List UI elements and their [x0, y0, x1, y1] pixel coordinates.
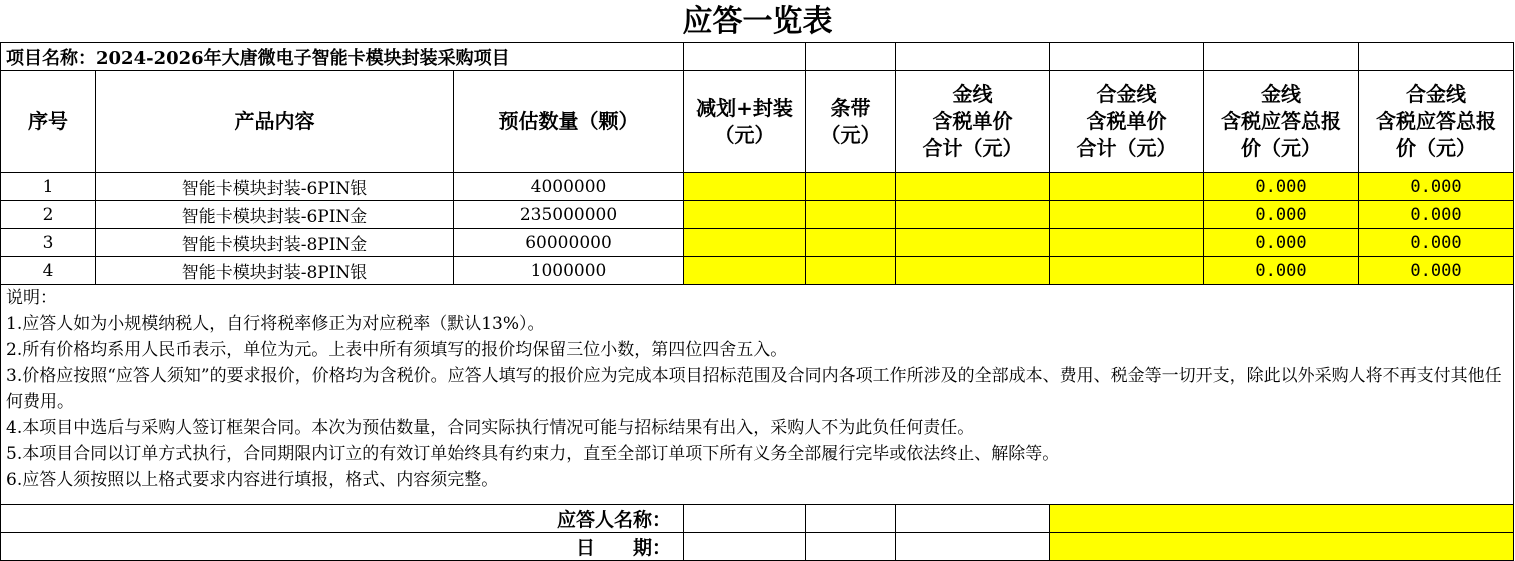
header-gold-unit	[896, 71, 1050, 173]
row-seq: 4	[1, 257, 96, 285]
header-alloy-unit	[1050, 71, 1204, 173]
header-line: 合金线	[1096, 82, 1157, 106]
note-item: 6.应答人须按照以上格式要求内容进行填报，格式、内容须完整。	[6, 470, 499, 490]
row-qty: 1000000	[454, 257, 684, 285]
date-row	[1, 533, 1514, 561]
input-alloy-unit-cell[interactable]	[1050, 257, 1204, 285]
note-item: 1.应答人如为小规模纳税人，自行将税率修正为对应税率（默认13%）。	[6, 314, 545, 334]
header-line: 减划+封装	[696, 95, 793, 120]
input-cut-pack-cell[interactable]	[684, 257, 806, 285]
input-tape-cell[interactable]	[806, 201, 896, 229]
alloy-total-cell[interactable]: 0.000	[1359, 229, 1514, 257]
header-line: 合金线	[1406, 82, 1466, 106]
header-line: 合计（元）	[922, 136, 1023, 160]
header-alloy-total	[1359, 71, 1514, 173]
header-gold-total	[1204, 71, 1359, 173]
empty-cell	[806, 505, 896, 533]
date-label: 日 期：	[1, 533, 684, 561]
row-seq: 3	[1, 229, 96, 257]
page-title: 应答一览表	[682, 4, 833, 39]
notes-block	[1, 285, 1514, 505]
input-tape-cell[interactable]	[806, 173, 896, 201]
header-cut-pack	[684, 71, 806, 173]
table-row	[1, 201, 1514, 229]
table-row	[1, 173, 1514, 201]
row-qty: 4000000	[454, 173, 684, 201]
note-item: 2.所有价格均系用人民币表示，单位为元。上表中所有须填写的报价均保留三位小数，第四位四舍五入。	[6, 340, 788, 360]
input-gold-unit-cell[interactable]	[896, 201, 1050, 229]
respondent-label: 应答人名称：	[1, 505, 684, 533]
empty-cell	[806, 43, 896, 71]
header-qty: 预估数量（颗）	[454, 71, 684, 173]
input-alloy-unit-cell[interactable]	[1050, 229, 1204, 257]
header-tape	[806, 71, 896, 173]
input-gold-unit-cell[interactable]	[896, 173, 1050, 201]
input-cut-pack-cell[interactable]	[684, 229, 806, 257]
response-table	[0, 42, 1514, 561]
respondent-name-input[interactable]	[1050, 505, 1514, 533]
input-gold-unit-cell[interactable]	[896, 229, 1050, 257]
row-product: 智能卡模块封装-6PIN金	[96, 201, 454, 229]
row-seq: 2	[1, 201, 96, 229]
input-tape-cell[interactable]	[806, 229, 896, 257]
row-product: 智能卡模块封装-8PIN银	[96, 257, 454, 285]
header-product: 产品内容	[96, 71, 454, 173]
header-line: 含税应答总报	[1221, 109, 1341, 133]
date-input[interactable]	[1050, 533, 1514, 561]
empty-cell	[684, 43, 806, 71]
note-item: 5.本项目合同以订单方式执行，合同期限内订立的有效订单始终具有约束力，直至全部订单项下所有义务全部履行完毕或依法终止、解除等。	[6, 444, 1060, 464]
gold-total-cell[interactable]: 0.000	[1204, 201, 1359, 229]
empty-cell	[684, 505, 806, 533]
alloy-total-cell[interactable]: 0.000	[1359, 201, 1514, 229]
table-row	[1, 257, 1514, 285]
table-row	[1, 229, 1514, 257]
gold-total-cell[interactable]: 0.000	[1204, 257, 1359, 285]
note-item: 3.价格应按照“应答人须知”的要求报价，价格均为含税价。应答人填写的报价应为完成本项目招标范围及合同内各项工作所涉及的全部成本、费用、税金等一切开支，除此以外采购人将不再支付其他任何费用。	[6, 366, 1502, 412]
input-alloy-unit-cell[interactable]	[1050, 201, 1204, 229]
header-line: 含税单价	[932, 109, 1013, 133]
empty-cell	[806, 533, 896, 561]
empty-cell	[896, 533, 1050, 561]
header-line: 价（元）	[1396, 136, 1476, 160]
project-name: 项目名称：2024-2026年大唐微电子智能卡模块封装采购项目	[1, 43, 684, 71]
header-line: 含税应答总报	[1376, 109, 1496, 133]
header-line: 含税单价	[1086, 109, 1167, 133]
gold-total-cell[interactable]: 0.000	[1204, 229, 1359, 257]
row-product: 智能卡模块封装-8PIN金	[96, 229, 454, 257]
empty-cell	[896, 505, 1050, 533]
empty-cell	[684, 533, 806, 561]
empty-cell	[1204, 43, 1359, 71]
header-line: 合计（元）	[1076, 136, 1177, 160]
header-line: 价（元）	[1241, 136, 1321, 160]
note-heading: 说明：	[6, 288, 57, 308]
input-gold-unit-cell[interactable]	[896, 257, 1050, 285]
empty-cell	[896, 43, 1050, 71]
input-alloy-unit-cell[interactable]	[1050, 173, 1204, 201]
header-line: 条带	[830, 95, 871, 120]
alloy-total-cell[interactable]: 0.000	[1359, 173, 1514, 201]
row-product: 智能卡模块封装-6PIN银	[96, 173, 454, 201]
header-line: （元）	[820, 122, 881, 147]
header-line: 金线	[1261, 82, 1301, 106]
input-cut-pack-cell[interactable]	[684, 173, 806, 201]
alloy-total-cell[interactable]: 0.000	[1359, 257, 1514, 285]
header-line: 金线	[952, 82, 993, 106]
input-tape-cell[interactable]	[806, 257, 896, 285]
gold-total-cell[interactable]: 0.000	[1204, 173, 1359, 201]
row-seq: 1	[1, 173, 96, 201]
row-qty: 60000000	[454, 229, 684, 257]
empty-cell	[1050, 43, 1204, 71]
empty-cell	[1359, 43, 1514, 71]
note-item: 4.本项目中选后与采购人签订框架合同。本次为预估数量，合同实际执行情况可能与招标结果有出入，采购人不为此负任何责任。	[6, 418, 975, 438]
header-line: （元）	[714, 122, 775, 147]
header-seq: 序号	[1, 71, 96, 173]
row-qty: 235000000	[454, 201, 684, 229]
input-cut-pack-cell[interactable]	[684, 201, 806, 229]
respondent-row	[1, 505, 1514, 533]
